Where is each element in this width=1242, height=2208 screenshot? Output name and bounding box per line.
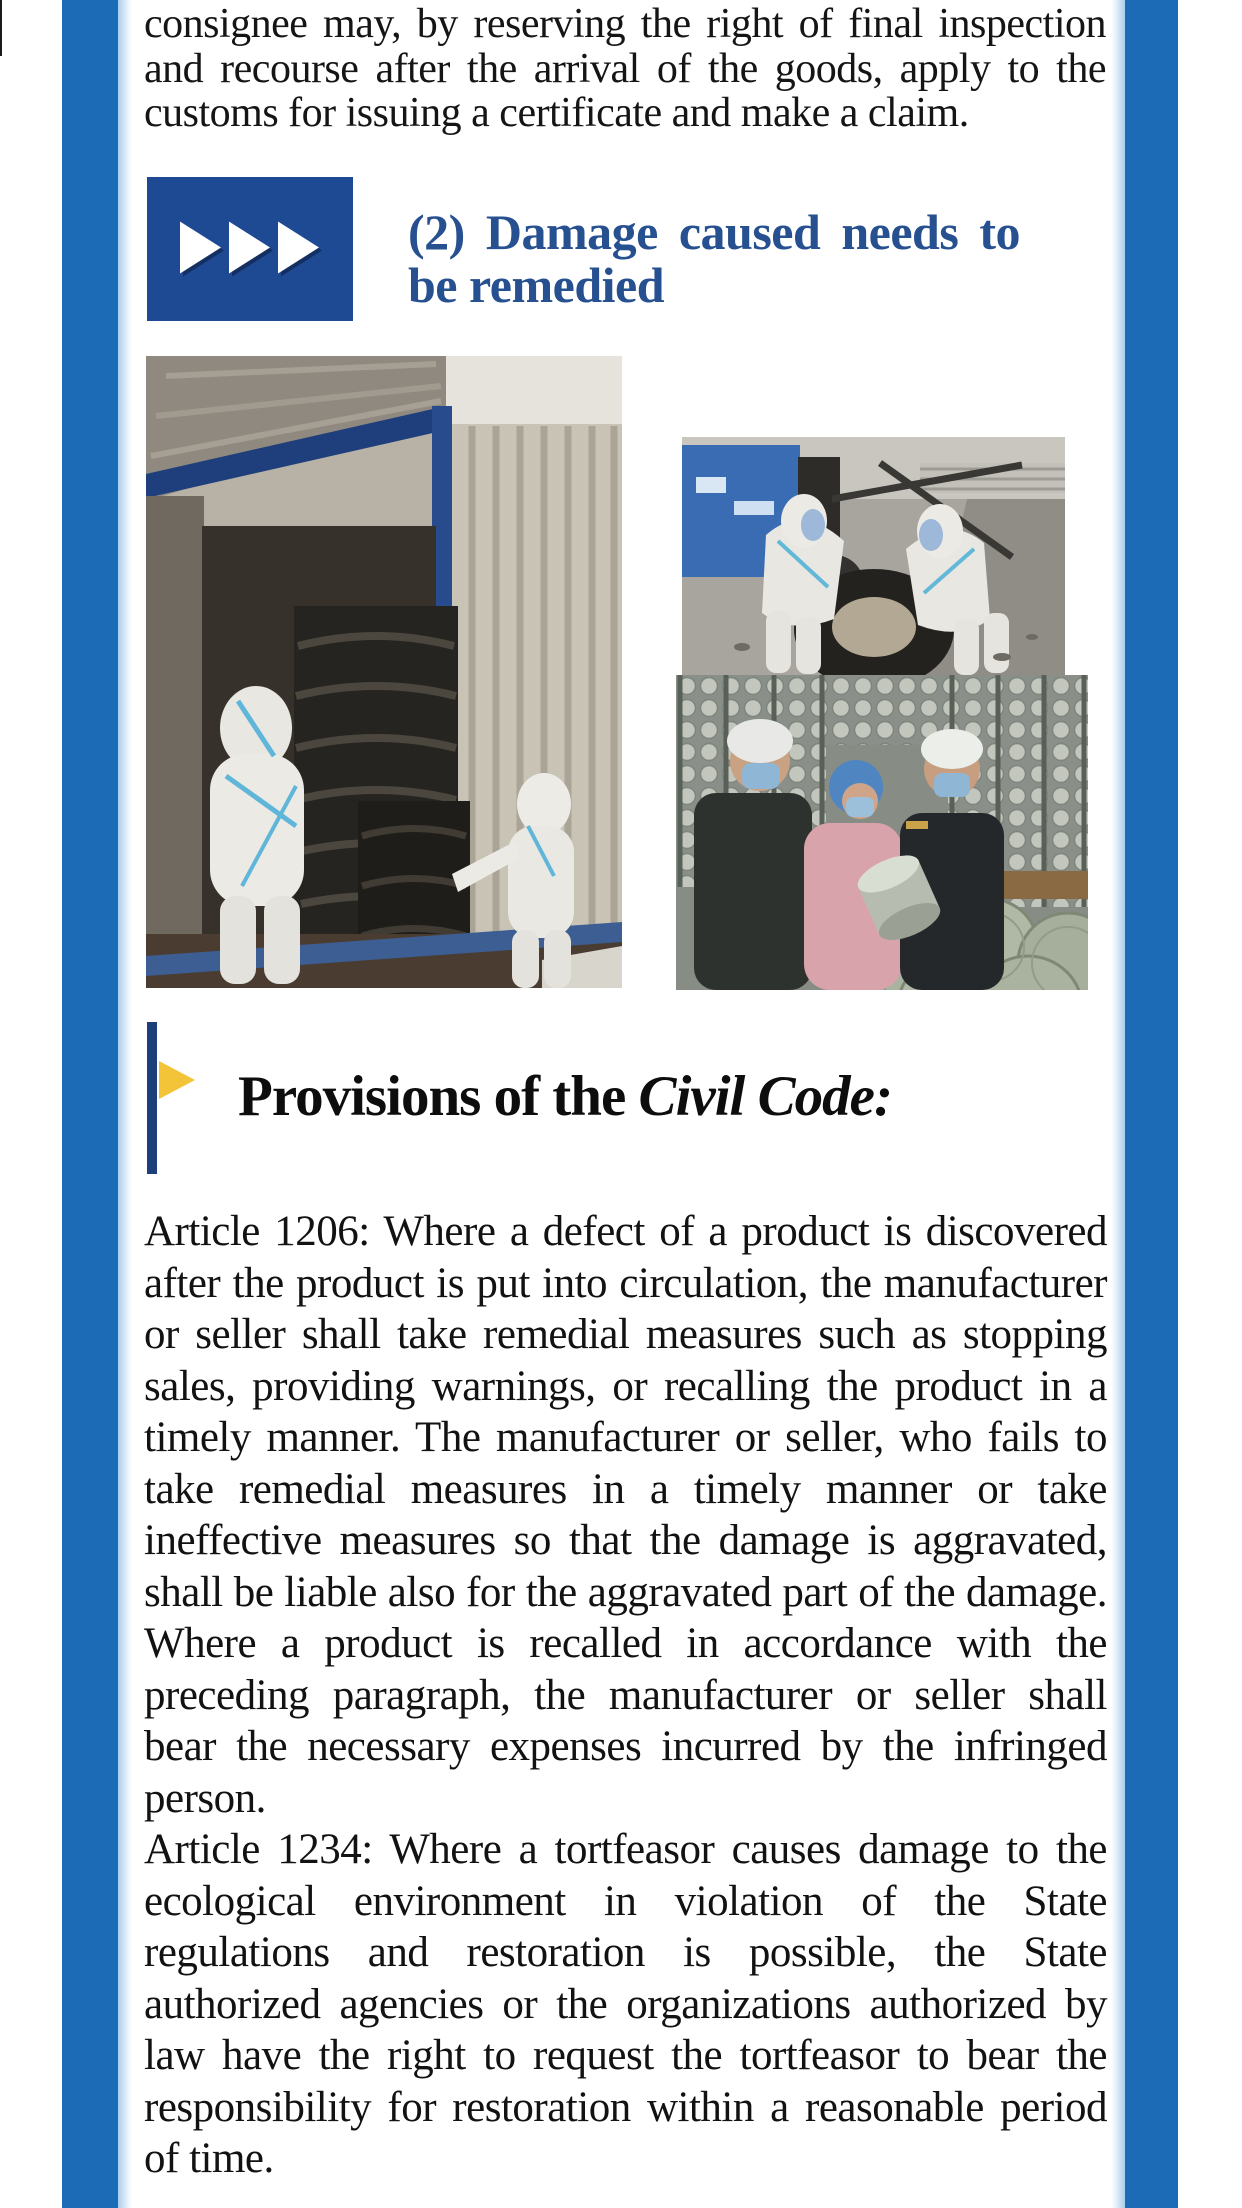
- section-heading: (2) Damage caused needs to be remedied: [408, 204, 1020, 313]
- provisions-title-regular: Provisions of the: [238, 1065, 639, 1128]
- canned-goods-inspection-photo: [676, 675, 1088, 990]
- left-lightblue-border: [118, 0, 132, 2208]
- provisions-accent-bar: [147, 1022, 157, 1174]
- civil-code-articles: [144, 1206, 1107, 2185]
- triple-play-arrows-icon: [147, 177, 353, 321]
- article-1206-paragraph: Article 1206: Where a defect of a product is discovered after the product is put into circulation, the manufacturer or seller shall take remedial measures such as stopping sales, providing warnings, or recalling the product in a timely manner. The manufacturer or seller, who fails to take remedial measures in a timely manner or take ineffective measures so that the damage is aggravated, shall be liable also for the aggravated part of the damage. Where a product is recalled in accordance with the preceding paragraph, the manufacturer or seller shall bear the necessary expenses incurred by the infringed person.: [144, 1208, 1107, 1822]
- scan-edge-artifact: [0, 0, 2, 56]
- outdoor-tire-inspection-photo: [682, 437, 1065, 675]
- provisions-title: [238, 1064, 1118, 1129]
- left-blue-border: [62, 0, 118, 2208]
- right-blue-border: [1125, 0, 1178, 2208]
- section-number-box: [147, 177, 353, 321]
- article-1234-paragraph: Article 1234: Where a tortfeasor causes damage to the ecological environment in violation of the State regulations and restoration is possible, the State authorized agencies or the organizations authorized by law have the right to request the tortfeasor to bear the responsibility for restoration within a reasonable period of time.: [144, 1826, 1107, 2182]
- intro-paragraph: consignee may, by reserving the right of final inspection and recourse after the arrival of the goods, apply to the customs for issuing a certificate and make a claim.: [144, 1, 1106, 136]
- provisions-title-italic: Civil Code:: [638, 1065, 892, 1128]
- gold-flag-pointer-icon: [159, 1061, 195, 1099]
- container-tire-inspection-photo: [146, 356, 622, 988]
